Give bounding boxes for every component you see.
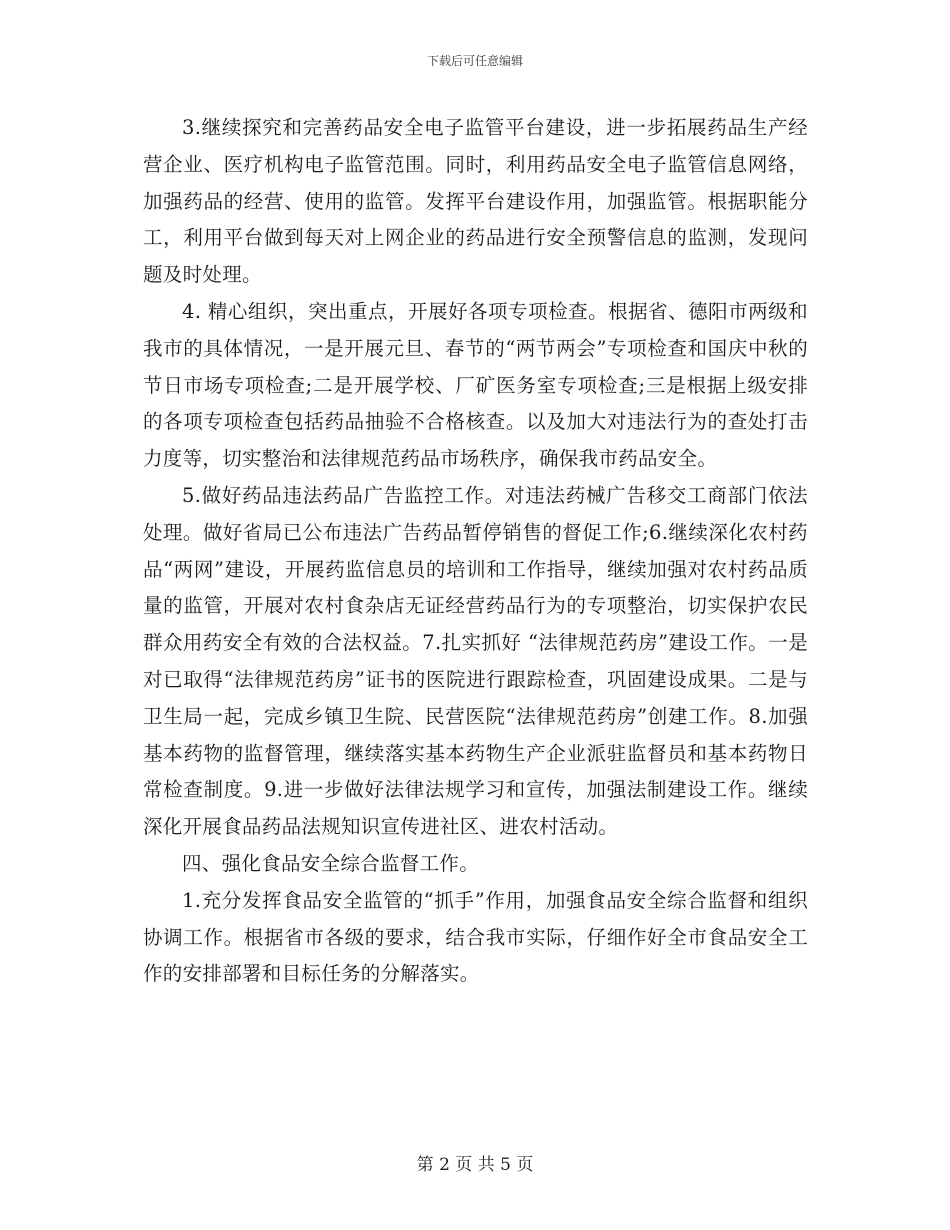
page-header <box>0 52 950 69</box>
page-footer <box>0 1150 950 1175</box>
page-number-label: 第 2 页 共 5 页 <box>416 1155 534 1175</box>
paragraph-item-3: 3.继续探究和完善药品安全电子监管平台建设，进一步拓展药品生产经营企业、医疗机构电子监管范围。同时，利用药品安全电子监管信息网络，加强药品的经营、使用的监管。发挥平台建设作用，加强监管。根据职能分工，利用平台做到每天对上网企业的药品进行安全预警信息的监测，发现问题及时处理。 <box>143 116 808 287</box>
section-heading-4: 四、强化食品安全综合监督工作。 <box>182 851 480 875</box>
header-note: 下载后可任意编辑 <box>426 54 523 68</box>
paragraph-section4-item-1: 1.充分发挥食品安全监管的“抓手”作用，加强食品安全综合监督和组织协调工作。根据省市各级的要求，结合我市实际，仔细作好全市食品安全工作的安排部署和目标任务的分解落实。 <box>143 888 808 986</box>
paragraph-item-4: 4. 精心组织，突出重点，开展好各项专项检查。根据省、德阳市两级和我市的具体情况，一是开展元旦、春节的“两节两会”专项检查和国庆中秋的节日市场专项检查;二是开展学校、厂矿医务室专项检查;三是根据上级安排的各项专项检查包括药品抽验不合格核查。以及加大对违法行为的查处打击力度等，切实整治和法律规范药品市场秩序，确保我市药品安全。 <box>143 299 808 471</box>
paragraph-item-5: 5.做好药品违法药品广告监控工作。对违法药械广告移交工商部门依法处理。做好省局已公布违法广告药品暂停销售的督促工作;6.继续深化农村药品“两网”建设，开展药监信息员的培训和工作指导，继续加强对农村药品质量的监管，开展对农村食杂店无证经营药品行为的专项整治，切实保护农民群众用药安全有效的合法权益。7.扎实抓好 “法律规范药房”建设工作。一是对已取得“法律规范药房”证书的医院进行跟踪检查，巩固建设成果。二是与卫生局一起，完成乡镇卫生院、民营医院“法律规范药房”创建工作。8.加强基本药物的监督管理，继续落实基本药物生产企业派驻监督员和基本药物日常检查制度。9.进一步做好法律法规学习和宣传，加强法制建设工作。继续深化开展食品药品法规知识宣传进社区、进农村活动。 <box>143 483 808 839</box>
document-body <box>143 110 808 993</box>
